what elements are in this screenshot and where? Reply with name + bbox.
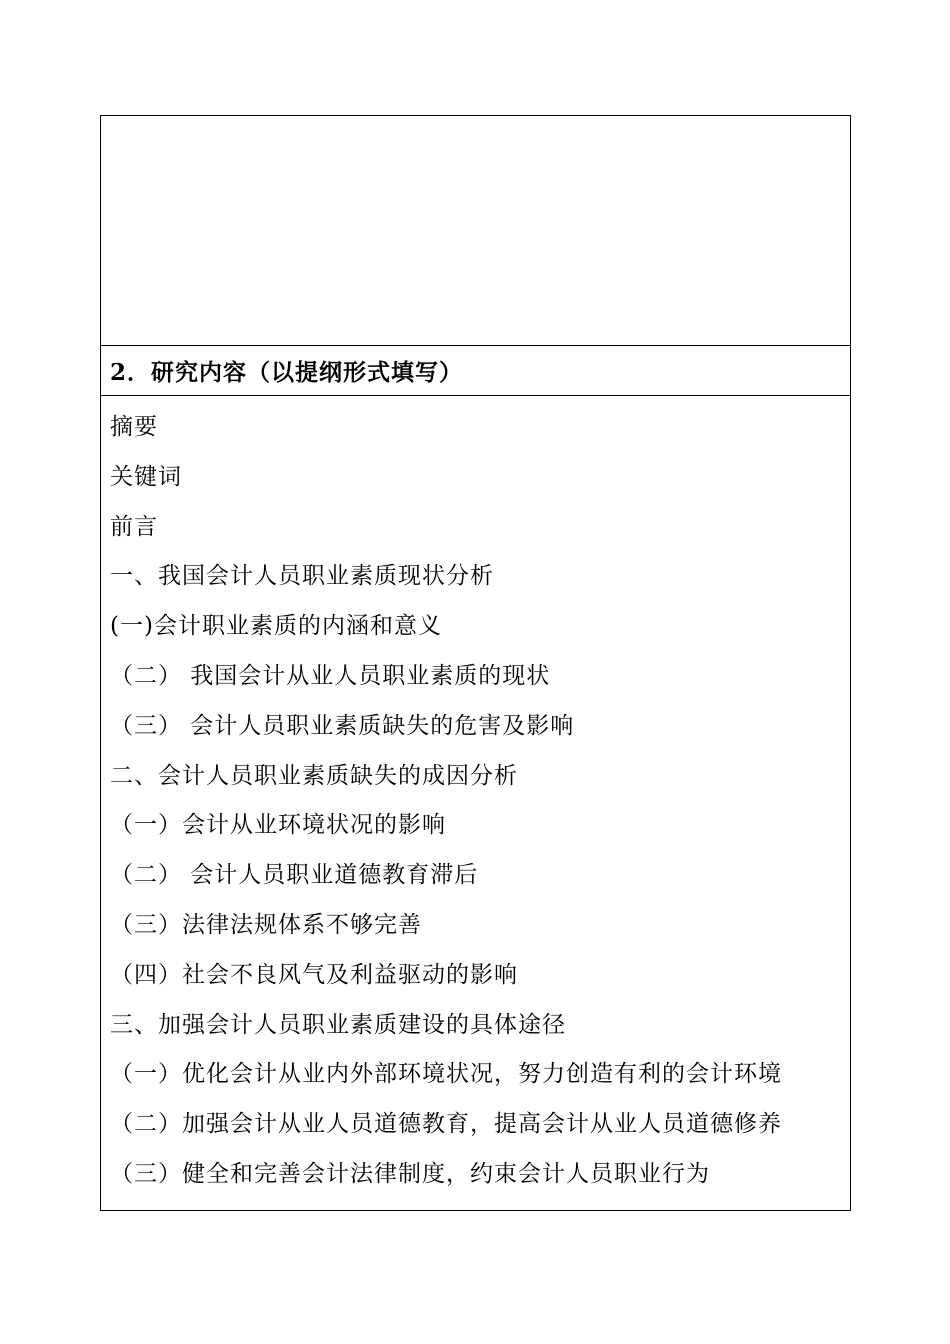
outline-item: 二、会计人员职业素质缺失的成因分析 bbox=[110, 762, 518, 789]
outline-item: （一）会计从业环境状况的影响 bbox=[110, 812, 446, 839]
outline-item: （二） 会计人员职业道德教育滞后 bbox=[110, 862, 479, 889]
outline-item: (一)会计职业素质的内涵和意义 bbox=[110, 613, 442, 640]
outline-item: （三） 会计人员职业素质缺失的危害及影响 bbox=[110, 712, 575, 739]
outline-item: 关键词 bbox=[110, 463, 182, 490]
outline-item: 一、我国会计人员职业素质现状分析 bbox=[110, 563, 494, 590]
outline-cell bbox=[101, 396, 850, 1210]
outline-item: （三）法律法规体系不够完善 bbox=[110, 911, 422, 938]
outline-item: 前言 bbox=[110, 513, 158, 540]
outline-item: 摘要 bbox=[110, 414, 158, 440]
outline-item: （三）健全和完善会计法律制度，约束会计人员职业行为 bbox=[110, 1160, 710, 1187]
outline-item: （一）优化会计从业内外部环境状况，努力创造有利的会计环境 bbox=[110, 1061, 782, 1088]
outline-item: 三、加强会计人员职业素质建设的具体途径 bbox=[110, 1011, 566, 1038]
blank-cell bbox=[101, 116, 850, 346]
form-table bbox=[100, 115, 851, 1211]
section-title: 2．研究内容（以提纲形式填写） bbox=[101, 346, 850, 396]
outline-item: （二）加强会计从业人员道德教育，提高会计从业人员道德修养 bbox=[110, 1111, 782, 1138]
outline-item: （四）社会不良风气及利益驱动的影响 bbox=[110, 961, 518, 988]
outline-item: （二） 我国会计从业人员职业素质的现状 bbox=[110, 662, 551, 689]
